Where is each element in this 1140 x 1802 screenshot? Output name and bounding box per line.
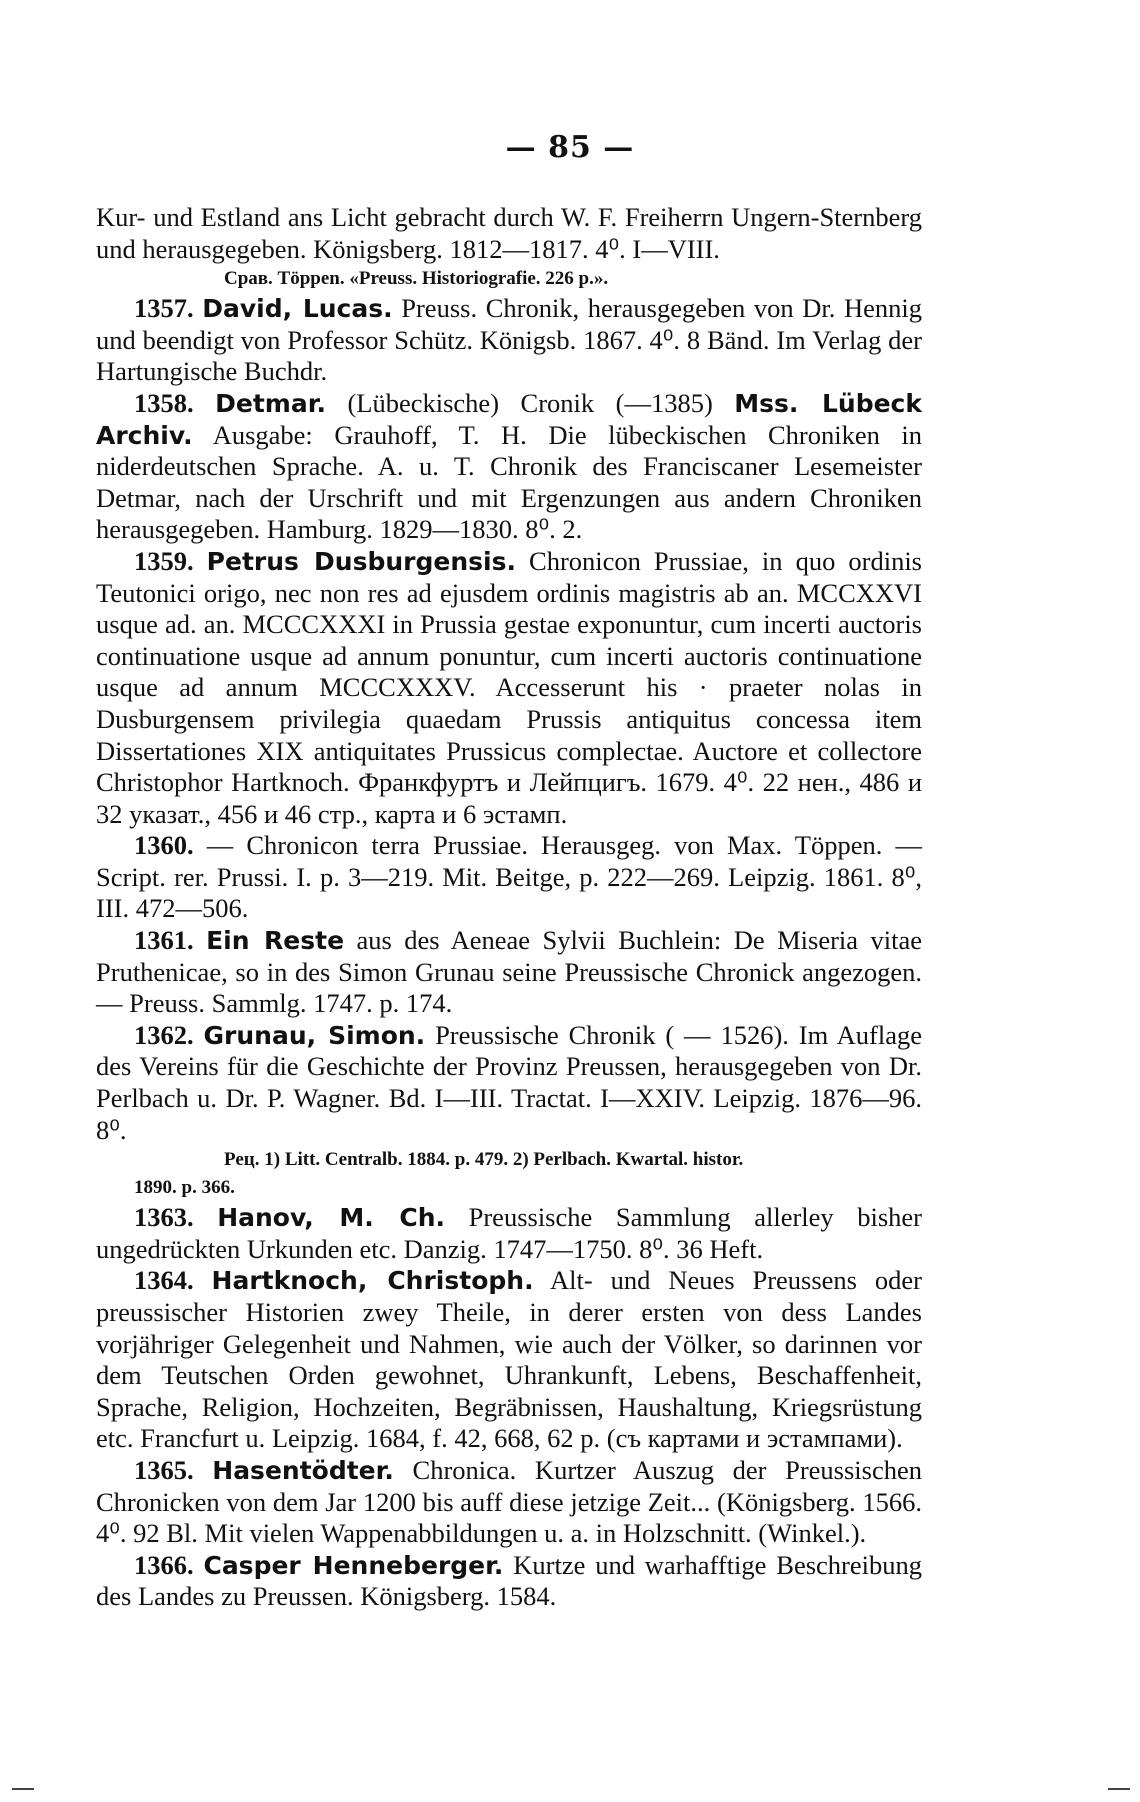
entry-1361 bbox=[96, 925, 922, 1020]
reference-note bbox=[96, 1146, 922, 1174]
entry-1364 bbox=[96, 1265, 922, 1455]
entry-author: Detmar. bbox=[215, 388, 326, 418]
entry-1360 bbox=[96, 830, 922, 925]
entry-author: Hartknoch, Christoph. bbox=[211, 1266, 534, 1296]
scan-edge-mark-right bbox=[1108, 1788, 1130, 1790]
entry-1357 bbox=[96, 293, 922, 388]
entry-text: Kur- und Estland ans Licht gebracht durch W. F. Freiherrn Ungern-Sternberg und herausgegeben. Königsberg. 1812—1817. 4⁰. I—VIII. bbox=[96, 202, 922, 264]
entry-text: Chronicon Prussiae, in quo ordinis Teutonici origo, nec non res ad ejusdem ordinis magistris ab an. MCCXXVI usque ad. an. MCCCXXXI in Prussia gestae exponuntur, cum incerti auctoris continuatione usque ad annum ponuntur, cum incerti auctoris continuatione usque ad annum MCCCXXXV. Accesserunt his · praeter nolas in Dusburgensem privilegia quaedam Prussis antiquitus concessa item Dissertationes XIX antiquitates Prussicus complectae. Auctore et collectore Christophor Hartknoch. Франкфуртъ и Лейпцигъ. 1679. 4⁰. 22 нен., 486 и 32 указат., 456 и 46 стр., карта и 6 эстамп. bbox=[96, 545, 922, 829]
entry-author: Hasentödter. bbox=[212, 1455, 394, 1485]
entry-author: Casper Henneberger. bbox=[203, 1550, 504, 1580]
note-text: Рец. 1) Litt. Centralb. 1884. p. 479. 2) Perlbach. Kwartal. histor. bbox=[224, 1149, 744, 1171]
entry-text: Alt- und Neues Preussens oder preussischer Historien zwey Theile, in derer ersten von dess Landes vorjähriger Gelegenheit und Nahmen, wie auch der Völker, so darinnen vor dem Teutschen Orden gewohnet, Uhrankunft, Lebens, Beschaffenheit, Sprache, Religion, Hochzeiten, Begräbnissen, Haushaltung, Kriegsrüstung etc. Francfurt u. Leipzig. 1684, f. 42, 668, 62 p. (съ картами и эстампами). bbox=[96, 1265, 922, 1454]
entry-author: David, Lucas. bbox=[202, 294, 393, 324]
entry-continuation bbox=[96, 202, 922, 265]
note-text: 1890. p. 366. bbox=[134, 1177, 235, 1199]
scan-edge-mark-left bbox=[12, 1788, 34, 1790]
entry-number: 1358. bbox=[134, 387, 194, 418]
entry-number: 1364. bbox=[134, 1265, 194, 1296]
page-number: — 85 — bbox=[505, 130, 635, 165]
entry-text: — Chronicon terra Prussiae. Herausgeg. von Max. Töppen. — Script. rer. Prussi. I. p. 3—219. Mit. Beitge, p. 222—269. Leipzig. 1861. 8⁰, III. 472—506. bbox=[96, 830, 922, 924]
entry-number: 1359. bbox=[134, 545, 194, 576]
entry-number: 1362. bbox=[134, 1019, 194, 1050]
entry-1366 bbox=[96, 1550, 922, 1613]
entry-1363 bbox=[96, 1202, 922, 1265]
entry-number: 1366. bbox=[134, 1549, 194, 1580]
reference-note-continuation bbox=[96, 1174, 922, 1202]
entry-author: Ein Reste bbox=[206, 926, 345, 956]
entry-number: 1357. bbox=[134, 293, 194, 324]
note-text: Срав. Töppen. «Preuss. Historiografie. 226 p.». bbox=[224, 268, 609, 290]
entry-text: (Lübeckische) Cronik (—1385) bbox=[325, 387, 735, 418]
reference-note bbox=[96, 265, 922, 293]
entry-text: Kurtze und warhafftige Beschreibung des Landes zu Preussen. Königsberg. 1584. bbox=[96, 1549, 922, 1612]
entry-text: aus des Aeneae Sylvii Buchlein: De Miseria vitae Pruthenicae, so in des Simon Grunau seine Preussische Chronick angezogen. — Preuss. Sammlg. 1747. p. 174. bbox=[96, 925, 922, 1019]
entry-1362 bbox=[96, 1020, 922, 1146]
entry-1358 bbox=[96, 388, 922, 546]
entry-text: Preuss. Chronik, herausgegeben von Dr. Hennig und beendigt von Professor Schütz. Königsb. 1867. 4⁰. 8 Bänd. Im Verlag der Hartungische Buchdr. bbox=[96, 293, 922, 387]
entry-archive: Mss. Lübeck Archiv. bbox=[96, 388, 922, 450]
entry-1365 bbox=[96, 1455, 922, 1550]
entry-author: Petrus Dusburgensis. bbox=[206, 546, 516, 576]
bibliography-text bbox=[96, 202, 922, 1613]
entry-1359 bbox=[96, 546, 922, 830]
entry-number: 1361. bbox=[134, 925, 194, 956]
entry-text: Chronica. Kurtzer Auszug der Preussischen Chronicken von dem Jar 1200 bis auff diese jetzige Zeit... (Königsberg. 1566. 4⁰. 92 Bl. Mit vielen Wappenabbildungen u. a. in Holzschnitt. (Winkel.). bbox=[96, 1454, 923, 1549]
entry-number: 1365. bbox=[134, 1454, 194, 1485]
entry-text: Preussische Sammlung allerley bisher ungedrückten Urkunden etc. Danzig. 1747—1750. 8⁰. 36 Heft. bbox=[96, 1202, 923, 1264]
entry-number: 1360. bbox=[134, 830, 194, 861]
entry-author: Hanov, M. Ch. bbox=[217, 1203, 446, 1233]
entry-text: Ausgabe: Grauhoff, T. H. Die lübeckischen Chroniken in niderdeutschen Sprache. A. u. T. Chronik des Franciscaner Lesemeister Detmar, nach der Urschrift und mit Ergenzungen aus andern Chroniken herausgegeben. Hamburg. 1829—1830. 8⁰. 2. bbox=[96, 419, 922, 545]
entry-number: 1363. bbox=[134, 1202, 194, 1233]
entry-author: Grunau, Simon. bbox=[203, 1020, 426, 1050]
entry-text: Preussische Chronik ( — 1526). Im Auflage des Vereins für die Geschichte der Provinz Preussen, herausgegeben von Dr. Perlbach u. Dr. P. Wagner. Bd. I—III. Tractat. I—XXIV. Leipzig. 1876—96. 8⁰. bbox=[96, 1019, 922, 1145]
